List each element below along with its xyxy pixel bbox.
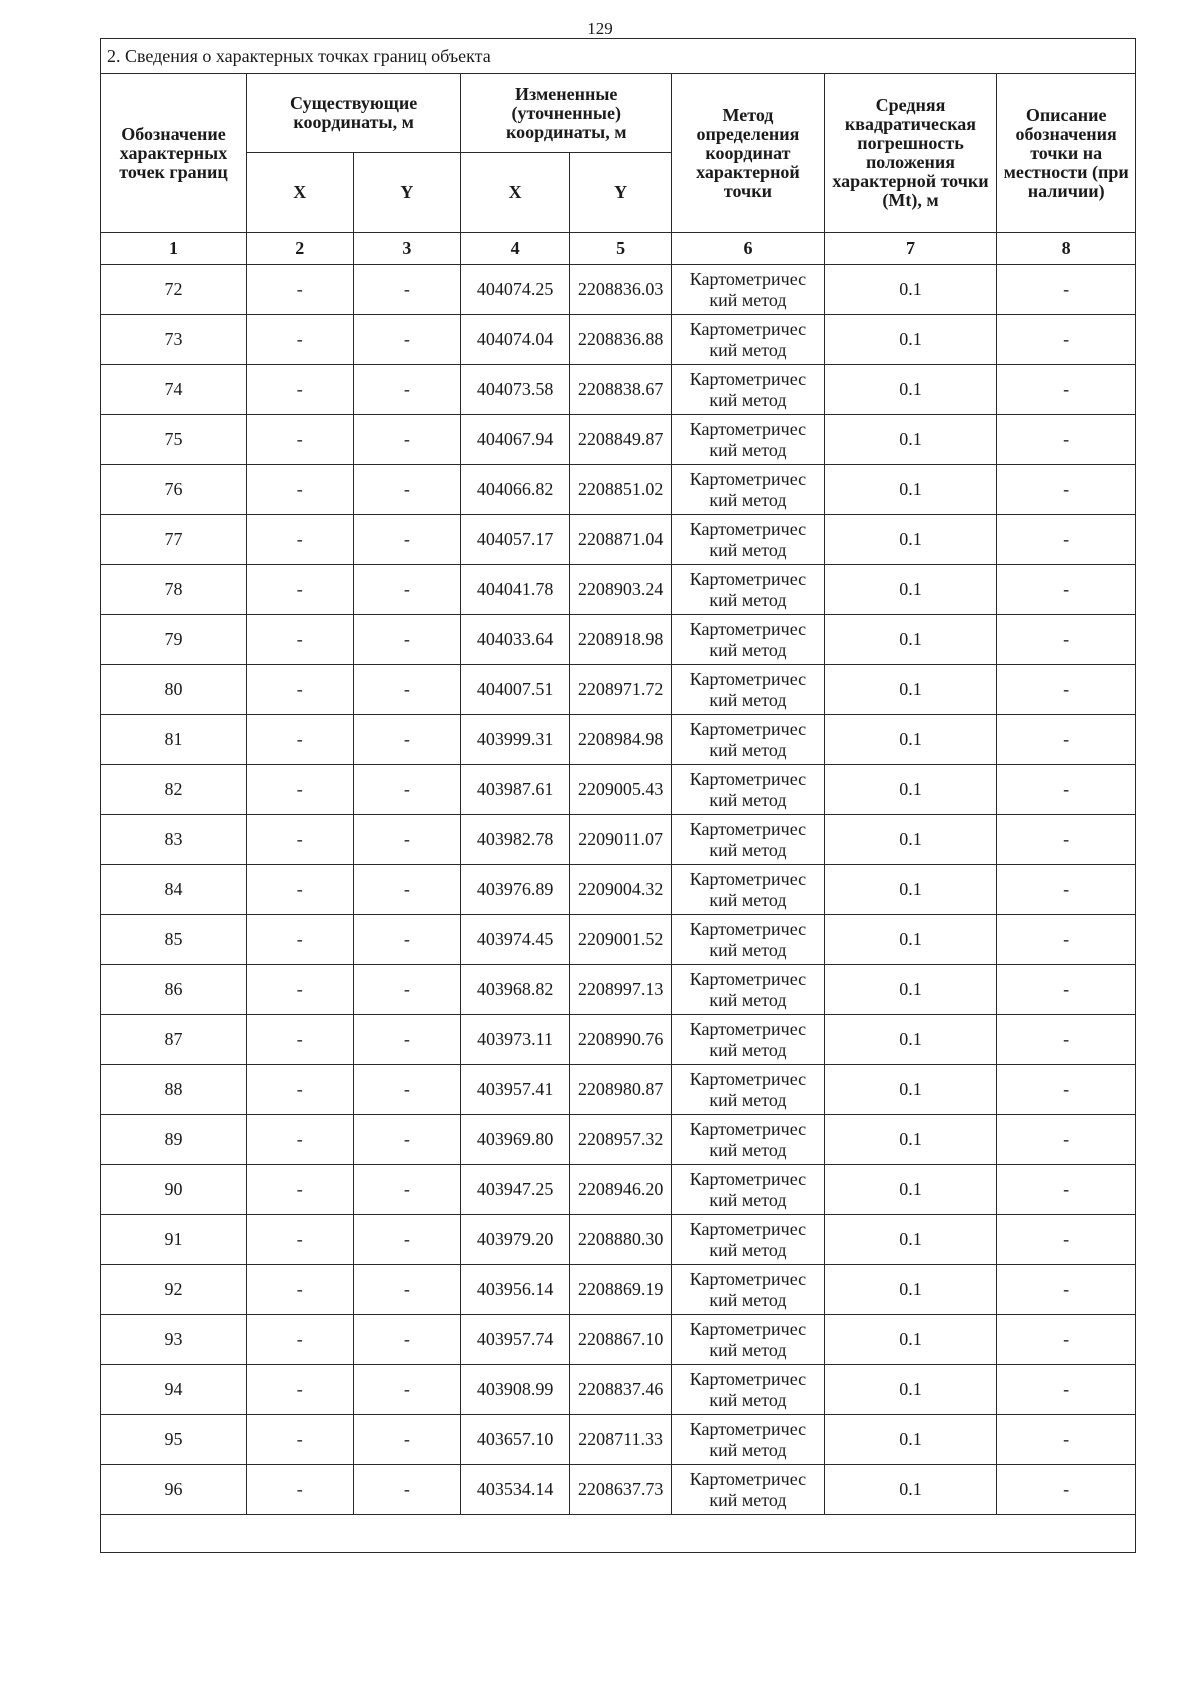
description-cell: - (997, 915, 1136, 965)
existing-y-cell: - (353, 1165, 461, 1215)
method-cell: Картометричес кий метод (672, 765, 824, 815)
changed-y-cell: 2208957.32 (569, 1115, 671, 1165)
existing-x-cell: - (247, 365, 354, 415)
changed-x-cell: 403999.31 (461, 715, 570, 765)
table-row (101, 765, 1136, 815)
existing-x-cell: - (247, 265, 354, 315)
changed-y-cell: 2208867.10 (569, 1315, 671, 1365)
point-designation-cell: 82 (101, 765, 247, 815)
description-cell: - (997, 1265, 1136, 1315)
changed-x-cell: 403969.80 (461, 1115, 570, 1165)
table-row (101, 1215, 1136, 1265)
changed-y-cell: 2208869.19 (569, 1265, 671, 1315)
changed-y-cell: 2209004.32 (569, 865, 671, 915)
description-cell: - (997, 365, 1136, 415)
error-cell: 0.1 (824, 565, 997, 615)
changed-x-cell: 404074.25 (461, 265, 570, 315)
existing-x-cell: - (247, 815, 354, 865)
existing-x-cell: - (247, 665, 354, 715)
page-number: 129 (587, 19, 613, 38)
column-number: 3 (353, 233, 461, 265)
table-row (101, 915, 1136, 965)
table-body (101, 265, 1136, 1515)
error-cell: 0.1 (824, 1065, 997, 1115)
column-number: 6 (672, 233, 824, 265)
existing-x-cell: - (247, 565, 354, 615)
existing-x-cell: - (247, 1265, 354, 1315)
description-cell: - (997, 1415, 1136, 1465)
changed-x-cell: 404057.17 (461, 515, 570, 565)
description-cell: - (997, 615, 1136, 665)
point-designation-cell: 78 (101, 565, 247, 615)
header-method: Метод определения координат характерной точки (672, 74, 824, 233)
changed-x-cell: 403908.99 (461, 1365, 570, 1415)
changed-x-cell: 403534.14 (461, 1465, 570, 1515)
changed-x-cell: 403979.20 (461, 1215, 570, 1265)
existing-x-cell: - (247, 1015, 354, 1065)
error-cell: 0.1 (824, 515, 997, 565)
error-cell: 0.1 (824, 1015, 997, 1065)
existing-y-cell: - (353, 265, 461, 315)
header-existing-y: Y (353, 153, 461, 233)
changed-x-cell: 403974.45 (461, 915, 570, 965)
method-cell: Картометричес кий метод (672, 1015, 824, 1065)
changed-y-cell: 2208836.88 (569, 315, 671, 365)
method-cell: Картометричес кий метод (672, 365, 824, 415)
point-designation-cell: 96 (101, 1465, 247, 1515)
description-cell: - (997, 815, 1136, 865)
existing-x-cell: - (247, 1465, 354, 1515)
table-row (101, 1165, 1136, 1215)
method-cell: Картометричес кий метод (672, 1265, 824, 1315)
point-designation-cell: 94 (101, 1365, 247, 1415)
point-designation-cell: 93 (101, 1315, 247, 1365)
description-cell: - (997, 865, 1136, 915)
existing-x-cell: - (247, 1315, 354, 1365)
coordinates-sheet (100, 38, 1136, 1553)
method-cell: Картометричес кий метод (672, 615, 824, 665)
method-cell: Картометричес кий метод (672, 965, 824, 1015)
header-error: Средняя квадратическая погрешность положения характерной точки (Mt), м (824, 74, 997, 233)
error-cell: 0.1 (824, 965, 997, 1015)
changed-y-cell: 2209001.52 (569, 915, 671, 965)
point-designation-cell: 76 (101, 465, 247, 515)
error-cell: 0.1 (824, 665, 997, 715)
method-cell: Картометричес кий метод (672, 665, 824, 715)
existing-y-cell: - (353, 1115, 461, 1165)
description-cell: - (997, 265, 1136, 315)
method-cell: Картометричес кий метод (672, 1365, 824, 1415)
table-row (101, 415, 1136, 465)
column-number: 2 (247, 233, 354, 265)
changed-y-cell: 2208990.76 (569, 1015, 671, 1065)
method-cell: Картометричес кий метод (672, 415, 824, 465)
changed-x-cell: 403956.14 (461, 1265, 570, 1315)
existing-x-cell: - (247, 1165, 354, 1215)
header-existing-x: X (247, 153, 354, 233)
changed-x-cell: 403957.74 (461, 1315, 570, 1365)
description-cell: - (997, 1115, 1136, 1165)
changed-y-cell: 2209005.43 (569, 765, 671, 815)
point-designation-cell: 89 (101, 1115, 247, 1165)
method-cell: Картометричес кий метод (672, 315, 824, 365)
changed-x-cell: 404066.82 (461, 465, 570, 515)
table-row (101, 1115, 1136, 1165)
column-number: 7 (824, 233, 997, 265)
description-cell: - (997, 765, 1136, 815)
description-cell: - (997, 515, 1136, 565)
existing-y-cell: - (353, 465, 461, 515)
existing-x-cell: - (247, 465, 354, 515)
point-designation-cell: 85 (101, 915, 247, 965)
changed-y-cell: 2208880.30 (569, 1215, 671, 1265)
error-cell: 0.1 (824, 265, 997, 315)
table-footer-empty-row (101, 1515, 1136, 1553)
description-cell: - (997, 665, 1136, 715)
method-cell: Картометричес кий метод (672, 1065, 824, 1115)
point-designation-cell: 77 (101, 515, 247, 565)
description-cell: - (997, 415, 1136, 465)
existing-x-cell: - (247, 865, 354, 915)
existing-y-cell: - (353, 1415, 461, 1465)
table-row (101, 315, 1136, 365)
description-cell: - (997, 1315, 1136, 1365)
method-cell: Картометричес кий метод (672, 565, 824, 615)
existing-x-cell: - (247, 515, 354, 565)
table-row (101, 565, 1136, 615)
method-cell: Картометричес кий метод (672, 1415, 824, 1465)
changed-y-cell: 2208903.24 (569, 565, 671, 615)
method-cell: Картометричес кий метод (672, 815, 824, 865)
point-designation-cell: 73 (101, 315, 247, 365)
method-cell: Картометричес кий метод (672, 865, 824, 915)
changed-y-cell: 2208836.03 (569, 265, 671, 315)
error-cell: 0.1 (824, 1365, 997, 1415)
error-cell: 0.1 (824, 715, 997, 765)
existing-y-cell: - (353, 565, 461, 615)
changed-y-cell: 2208637.73 (569, 1465, 671, 1515)
method-cell: Картометричес кий метод (672, 1215, 824, 1265)
existing-x-cell: - (247, 415, 354, 465)
changed-x-cell: 403976.89 (461, 865, 570, 915)
existing-y-cell: - (353, 1365, 461, 1415)
header-changed-coordinates: Измененные (уточненные) координаты, м (461, 74, 672, 153)
point-designation-cell: 75 (101, 415, 247, 465)
point-designation-cell: 95 (101, 1415, 247, 1465)
changed-y-cell: 2208946.20 (569, 1165, 671, 1215)
description-cell: - (997, 315, 1136, 365)
changed-y-cell: 2208997.13 (569, 965, 671, 1015)
header-designation: Обозначение характерных точек границ (101, 74, 247, 233)
section-title: 2. Сведения о характерных точках границ объекта (101, 39, 1136, 74)
changed-y-cell: 2208837.46 (569, 1365, 671, 1415)
existing-x-cell: - (247, 315, 354, 365)
table-row (101, 265, 1136, 315)
method-cell: Картометричес кий метод (672, 915, 824, 965)
changed-y-cell: 2208849.87 (569, 415, 671, 465)
existing-x-cell: - (247, 1215, 354, 1265)
changed-y-cell: 2208984.98 (569, 715, 671, 765)
point-designation-cell: 91 (101, 1215, 247, 1265)
error-cell: 0.1 (824, 615, 997, 665)
error-cell: 0.1 (824, 1165, 997, 1215)
existing-x-cell: - (247, 765, 354, 815)
changed-y-cell: 2209011.07 (569, 815, 671, 865)
existing-y-cell: - (353, 765, 461, 815)
existing-y-cell: - (353, 515, 461, 565)
changed-x-cell: 404067.94 (461, 415, 570, 465)
changed-y-cell: 2208980.87 (569, 1065, 671, 1115)
error-cell: 0.1 (824, 1415, 997, 1465)
changed-x-cell: 403957.41 (461, 1065, 570, 1115)
changed-x-cell: 403982.78 (461, 815, 570, 865)
header-description: Описание обозначения точки на местности (при наличии) (997, 74, 1136, 233)
changed-x-cell: 403947.25 (461, 1165, 570, 1215)
point-designation-cell: 80 (101, 665, 247, 715)
existing-y-cell: - (353, 715, 461, 765)
existing-y-cell: - (353, 615, 461, 665)
table-row (101, 665, 1136, 715)
method-cell: Картометричес кий метод (672, 465, 824, 515)
existing-y-cell: - (353, 1315, 461, 1365)
point-designation-cell: 90 (101, 1165, 247, 1215)
table-row (101, 465, 1136, 515)
error-cell: 0.1 (824, 315, 997, 365)
changed-y-cell: 2208971.72 (569, 665, 671, 715)
error-cell: 0.1 (824, 465, 997, 515)
existing-x-cell: - (247, 965, 354, 1015)
changed-x-cell: 403973.11 (461, 1015, 570, 1065)
changed-x-cell: 404007.51 (461, 665, 570, 715)
error-cell: 0.1 (824, 1465, 997, 1515)
point-designation-cell: 92 (101, 1265, 247, 1315)
changed-y-cell: 2208711.33 (569, 1415, 671, 1465)
changed-x-cell: 404073.58 (461, 365, 570, 415)
existing-x-cell: - (247, 1115, 354, 1165)
point-designation-cell: 83 (101, 815, 247, 865)
error-cell: 0.1 (824, 415, 997, 465)
header-changed-y: Y (569, 153, 671, 233)
description-cell: - (997, 465, 1136, 515)
column-number: 1 (101, 233, 247, 265)
existing-y-cell: - (353, 865, 461, 915)
table-row (101, 815, 1136, 865)
table-row (101, 1265, 1136, 1315)
error-cell: 0.1 (824, 1265, 997, 1315)
column-number: 8 (997, 233, 1136, 265)
table-row (101, 1015, 1136, 1065)
error-cell: 0.1 (824, 1215, 997, 1265)
existing-x-cell: - (247, 1415, 354, 1465)
description-cell: - (997, 1165, 1136, 1215)
changed-y-cell: 2208838.67 (569, 365, 671, 415)
table-row (101, 715, 1136, 765)
existing-y-cell: - (353, 1465, 461, 1515)
method-cell: Картометричес кий метод (672, 515, 824, 565)
existing-y-cell: - (353, 315, 461, 365)
changed-x-cell: 403657.10 (461, 1415, 570, 1465)
existing-y-cell: - (353, 915, 461, 965)
point-designation-cell: 72 (101, 265, 247, 315)
existing-y-cell: - (353, 1215, 461, 1265)
description-cell: - (997, 715, 1136, 765)
changed-y-cell: 2208871.04 (569, 515, 671, 565)
column-number: 4 (461, 233, 570, 265)
method-cell: Картометричес кий метод (672, 715, 824, 765)
existing-x-cell: - (247, 715, 354, 765)
changed-x-cell: 404033.64 (461, 615, 570, 665)
point-designation-cell: 88 (101, 1065, 247, 1115)
changed-x-cell: 404041.78 (461, 565, 570, 615)
point-designation-cell: 84 (101, 865, 247, 915)
changed-y-cell: 2208851.02 (569, 465, 671, 515)
description-cell: - (997, 965, 1136, 1015)
column-number: 5 (569, 233, 671, 265)
existing-y-cell: - (353, 1065, 461, 1115)
point-designation-cell: 74 (101, 365, 247, 415)
existing-x-cell: - (247, 1065, 354, 1115)
table-row (101, 1465, 1136, 1515)
changed-x-cell: 403987.61 (461, 765, 570, 815)
table-row (101, 1315, 1136, 1365)
point-designation-cell: 87 (101, 1015, 247, 1065)
description-cell: - (997, 1365, 1136, 1415)
changed-x-cell: 403968.82 (461, 965, 570, 1015)
error-cell: 0.1 (824, 765, 997, 815)
table-row (101, 865, 1136, 915)
method-cell: Картометричес кий метод (672, 1315, 824, 1365)
description-cell: - (997, 1215, 1136, 1265)
existing-y-cell: - (353, 965, 461, 1015)
changed-y-cell: 2208918.98 (569, 615, 671, 665)
existing-y-cell: - (353, 1265, 461, 1315)
header-changed-x: X (461, 153, 570, 233)
method-cell: Картометричес кий метод (672, 1165, 824, 1215)
table-row (101, 1065, 1136, 1115)
existing-y-cell: - (353, 1015, 461, 1065)
method-cell: Картометричес кий метод (672, 1465, 824, 1515)
point-designation-cell: 79 (101, 615, 247, 665)
changed-x-cell: 404074.04 (461, 315, 570, 365)
point-designation-cell: 86 (101, 965, 247, 1015)
table-row (101, 515, 1136, 565)
error-cell: 0.1 (824, 815, 997, 865)
existing-x-cell: - (247, 615, 354, 665)
point-designation-cell: 81 (101, 715, 247, 765)
error-cell: 0.1 (824, 1115, 997, 1165)
description-cell: - (997, 1065, 1136, 1115)
error-cell: 0.1 (824, 1315, 997, 1365)
error-cell: 0.1 (824, 365, 997, 415)
existing-y-cell: - (353, 665, 461, 715)
table-row (101, 365, 1136, 415)
table-row (101, 965, 1136, 1015)
description-cell: - (997, 565, 1136, 615)
header-existing-coordinates: Существующие координаты, м (247, 74, 461, 153)
table-row (101, 1365, 1136, 1415)
method-cell: Картометричес кий метод (672, 1115, 824, 1165)
error-cell: 0.1 (824, 915, 997, 965)
existing-y-cell: - (353, 815, 461, 865)
existing-x-cell: - (247, 1365, 354, 1415)
description-cell: - (997, 1465, 1136, 1515)
existing-x-cell: - (247, 915, 354, 965)
boundary-points-table (100, 38, 1136, 1553)
table-row (101, 615, 1136, 665)
existing-y-cell: - (353, 365, 461, 415)
error-cell: 0.1 (824, 865, 997, 915)
existing-y-cell: - (353, 415, 461, 465)
method-cell: Картометричес кий метод (672, 265, 824, 315)
table-row (101, 1415, 1136, 1465)
description-cell: - (997, 1015, 1136, 1065)
